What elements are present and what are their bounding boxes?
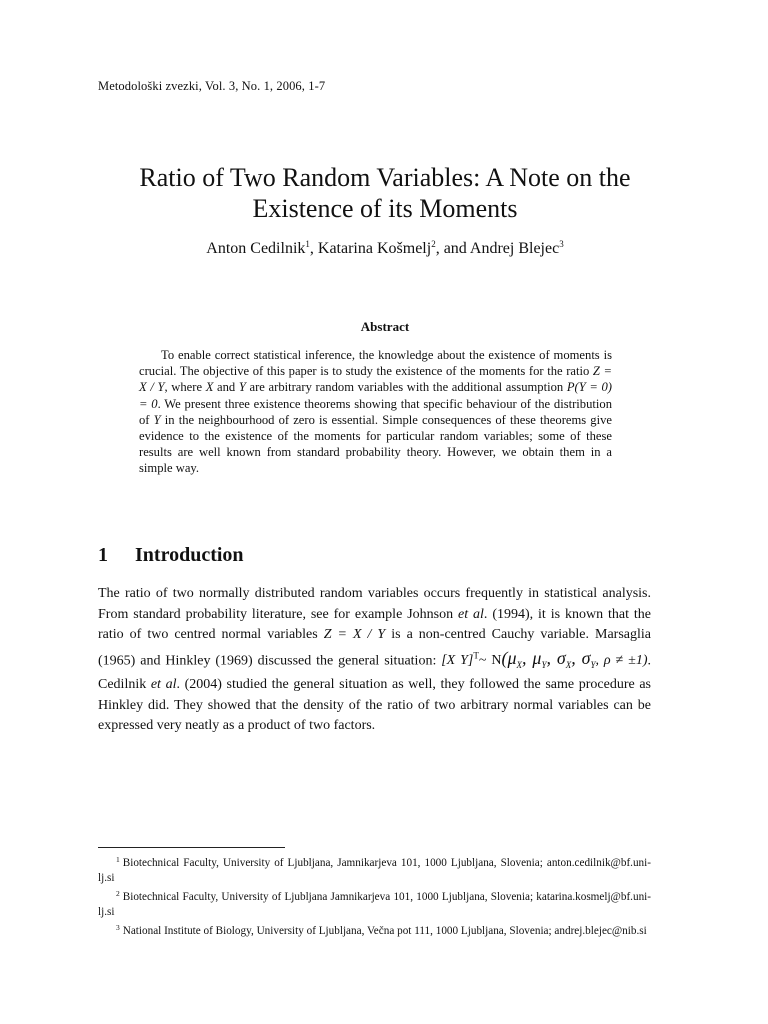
author-name: Andrej Blejec bbox=[469, 240, 560, 257]
abstract-text: To enable correct statistical inference, the knowledge about the existence of moments is crucial. The objective of this paper is to study the existence of the moments for the ratio bbox=[139, 348, 612, 379]
author-separator: , bbox=[309, 240, 318, 257]
math-subscript: Y bbox=[541, 659, 547, 670]
abstract-text: are arbitrary random variables with the additional assumption bbox=[245, 380, 567, 395]
title-line-2: Existence of its Moments bbox=[252, 194, 518, 223]
footnote-text: Biotechnical Faculty, University of Ljubljana, Jamnikarjeva 101, 1000 Ljubljana, Slovenia; anton.cedilnik@bf.uni-lj.si bbox=[98, 857, 651, 884]
intro-text: . (2004) studied the general situation as well, they followed the same procedure as Hinkley did. They showed that the density of the ratio of two arbitrary normal variables can be expressed very neatly as a product of two factors. bbox=[98, 677, 651, 734]
abstract-text: , where bbox=[164, 380, 206, 395]
math-y: Y bbox=[238, 380, 246, 395]
math-normal: ~ N bbox=[478, 653, 502, 669]
math-bivariate-normal bbox=[441, 648, 648, 670]
math-vector: [X Y] bbox=[441, 653, 474, 669]
title-line-1: Ratio of Two Random Variables: A Note on the bbox=[139, 163, 631, 192]
intro-text: . Cedilnik bbox=[98, 653, 651, 693]
math-param: (μ bbox=[501, 648, 517, 669]
paper-title bbox=[60, 162, 710, 224]
intro-text: . (1994), it is known that the ratio of two centred normal variables bbox=[98, 606, 651, 642]
et-al: et al bbox=[150, 677, 177, 693]
math-x: X bbox=[205, 380, 214, 395]
math-y: Y bbox=[153, 412, 161, 427]
intro-text: is a non-centred Cauchy variable. Marsaglia (1965) and Hinkley (1969) discussed the general situation: bbox=[98, 627, 651, 669]
abstract-body bbox=[139, 347, 612, 477]
footnote-text: Biotechnical Faculty, University of Ljubljana Jamnikarjeva 101, 1000 Ljubljana, Slovenia; katarina.kosmelj@bf.uni-lj.si bbox=[98, 891, 651, 918]
section-title: Introduction bbox=[135, 544, 244, 566]
math-subscript: X bbox=[516, 659, 522, 670]
math-subscript: X bbox=[565, 659, 572, 670]
abstract-heading: Abstract bbox=[360, 319, 410, 334]
math-ratio: Z = X / Y bbox=[139, 364, 613, 395]
author-affiliation-mark: 2 bbox=[431, 239, 436, 249]
math-param: , μ bbox=[522, 648, 542, 669]
math-ratio: Z = X / Y bbox=[323, 627, 386, 642]
abstract-text: in the neighbourhood of zero is essential. Simple consequences of these theorems give evidence to the existence of the moments for particular random variables; some of these results are well known from standard probability theory. However, we obtain them in a simple way. bbox=[139, 412, 612, 476]
author-name: Anton Cedilnik bbox=[206, 240, 306, 257]
author-affiliation-mark: 3 bbox=[559, 239, 564, 249]
footnote bbox=[98, 852, 651, 886]
footnote-rule bbox=[98, 847, 285, 848]
intro-text: The ratio of two normally distributed random variables occurs frequently in statistical analysis. From standard probability literature, see for example Johnson bbox=[98, 586, 651, 622]
author-list bbox=[60, 239, 710, 258]
math-subscript: Y bbox=[590, 659, 596, 670]
running-head: Metodološki zvezki, Vol. 3, No. 1, 2006, 1-7 bbox=[98, 79, 326, 93]
author-separator: , and bbox=[435, 240, 470, 257]
math-transpose: T bbox=[473, 650, 479, 661]
section-number: 1 bbox=[98, 544, 108, 566]
footnote bbox=[98, 886, 651, 920]
abstract-text: . We present three existence theorems showing that specific behaviour of the distribution of bbox=[139, 396, 612, 427]
footnote-text: National Institute of Biology, University of Ljubljana, Večna pot 111, 1000 Ljubljana, Slovenia; andrej.blejec@nib.si bbox=[122, 925, 647, 937]
footnote bbox=[98, 920, 651, 939]
author-name: Katarina Košmelj bbox=[317, 240, 432, 257]
math-param: , ρ ≠ ±1) bbox=[595, 653, 648, 669]
abstract-paragraph bbox=[139, 347, 612, 477]
author-affiliation-mark: 1 bbox=[305, 239, 310, 249]
math-param: , σ bbox=[546, 648, 566, 669]
math-probability: P(Y = 0) = 0 bbox=[139, 380, 612, 411]
footnote-mark: 2 bbox=[116, 889, 120, 898]
math-param: , σ bbox=[571, 648, 591, 669]
footnote-mark: 1 bbox=[116, 855, 120, 864]
abstract-text: and bbox=[213, 380, 239, 395]
et-al: et al bbox=[458, 606, 484, 622]
footnotes bbox=[98, 852, 651, 939]
section-heading bbox=[98, 544, 244, 567]
intro-paragraph bbox=[98, 584, 651, 737]
footnote-mark: 3 bbox=[116, 923, 120, 932]
introduction-body bbox=[98, 584, 651, 737]
